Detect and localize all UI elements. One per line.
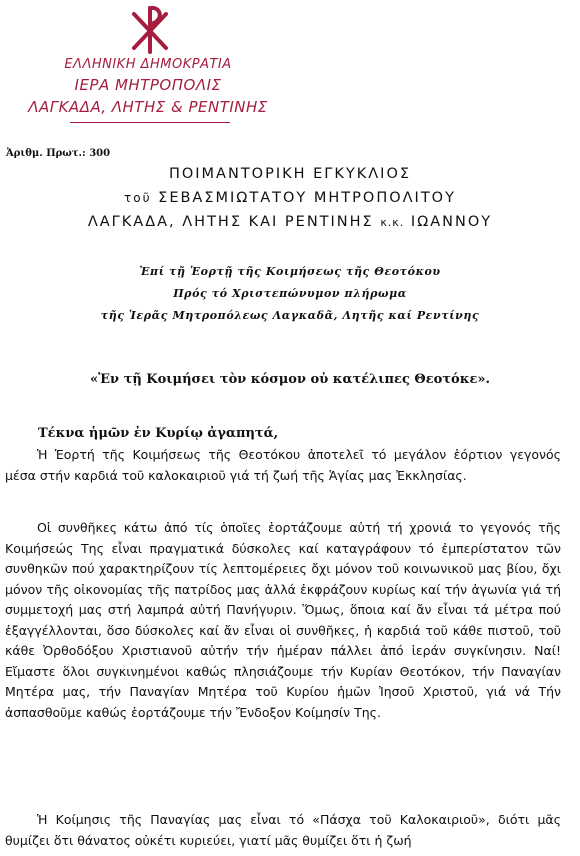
occasion-line: Ἐπί τῇ Ἑορτῇ τῆς Κοιμήσεως τῆς Θεοτόκου <box>139 265 441 278</box>
addressee-diocese-line: τῆς Ἱερᾶς Μητροπόλεως Λαγκαδᾶ, Λητῆς καί Ρεντίνης <box>100 309 480 322</box>
encyclical-diocese-line <box>0 214 580 230</box>
paragraph-1 <box>5 445 561 486</box>
header-diocese: ΛΑΓΚΑΔΑ, ΛΗΤΗΣ & ΡΕΝΤΙΝΗΣ <box>28 98 268 116</box>
title-article: τοῦ <box>124 191 152 205</box>
paragraph-3 <box>5 810 561 851</box>
paragraph-text: Ἡ Κοίμησις τῆς Παναγίας μας εἶναι τό «Πάσχα τοῦ Καλοκαιριοῦ», διότι μᾶς θυμίζει ὅτι θάνατος οὐκέτι κυριεύει, γιατί μᾶς θυμίζει ὅτι ἡ ζωή <box>5 812 561 848</box>
header-country: ΕΛΛΗΝΙΚΗ ΔΗΜΟΚΡΑΤΙΑ <box>64 57 232 72</box>
paragraph-text: Ἡ Ἑορτή τῆς Κοιμήσεως τῆς Θεοτόκου ἀποτελεῖ τό μεγάλον ἑόρτιον γεγονός μέσα στήν καρδιά τοῦ καλοκαιριοῦ γιά τή ζωή τῆς Ἁγίας μας Ἐκκλησίας. <box>5 447 561 483</box>
paragraph-text: Οἱ συνθῆκες κάτω ἀπό τίς ὁποῖες ἑορτάζουμε αὐτή τή χρονιά το γεγονός τῆς Κοιμήσεώς Της εἶναι πραγματικά δύσκολες καί καταγράφουν τό ἐμπερίστατον τῶν συνθηκῶν πού χαρακτηρίζουν τίς λεπτομέρειες ὄχι μόνον τοῦ κοινωνικοῦ μας βίου, ὄχι μόνον τῆς οἰκονομίας τῆς πατρίδος μας ἀλλά ἐκφράζουν κυρίως καί τήν ἀγωνία γιά τή συμμετοχή μας στή λαμπρά αὐτή Πανήγυριν. Ὅμως, ὅποια καί ἄν εἶναι τά μέτρα πού ἐξαγγέλλονται, ὅσο δύσκολες καί ἄν εἶναι οἱ συνθῆκες, ἡ καρδιά τοῦ κάθε πιστοῦ, τοῦ κάθε Ὀρθοδόξου Χριστιανοῦ αὐτήν τήν ἡμέραν πάλλει ἀπό ἱεράν συγκίνησιν. Ναί! Εἴμαστε ὅλοι συγκινημένοι καθώς πλησιάζουμε τήν Κυρίαν Θεοτόκον, τήν Παναγίαν Μητέρα μας, τήν Παναγίαν Μητέρα τοῦ Κυρίου ἡμῶν Ἰησοῦ Χριστοῦ, γιά νά Τήν ἀσπασθοῦμε καθώς ἑορτάζουμε τήν Ἔνδοξον Κοίμησίν Της. <box>5 520 561 720</box>
hymn-quote: «Ἐν τῇ Κοιμήσει τὸν κόσμον οὐ κατέλιπες Θεοτόκε». <box>89 372 491 387</box>
protocol-number: Ἀριθμ. Πρωτ.: 300 <box>6 148 111 159</box>
header-metropolis: ΙΕΡΑ ΜΗΤΡΟΠΟΛΙΣ <box>74 76 222 94</box>
greeting: Τέκνα ἡμῶν ἐν Κυρίῳ ἀγαπητά, <box>38 426 279 441</box>
addressee-line: Πρός τό Χριστεπώνυμον πλήρωμα <box>173 287 407 300</box>
chi-rho-icon <box>122 2 178 54</box>
header-divider <box>70 122 230 123</box>
title-honorific: κ.κ. <box>380 216 405 229</box>
title-name: ΙΩΑΝΝΟΥ <box>410 214 493 230</box>
encyclical-author-line <box>0 190 580 206</box>
encyclical-title: ΠΟΙΜΑΝΤΟΡΙΚΗ ΕΓΚΥΚΛΙΟΣ <box>168 166 412 182</box>
title-diocese: ΛΑΓΚΑΔΑ, ΛΗΤΗΣ ΚΑΙ ΡΕΝΤΙΝΗΣ <box>87 214 374 230</box>
paragraph-2 <box>5 518 561 723</box>
title-rank: ΣΕΒΑΣΜΙΩΤΑΤΟΥ ΜΗΤΡΟΠΟΛΙΤΟΥ <box>158 190 456 206</box>
